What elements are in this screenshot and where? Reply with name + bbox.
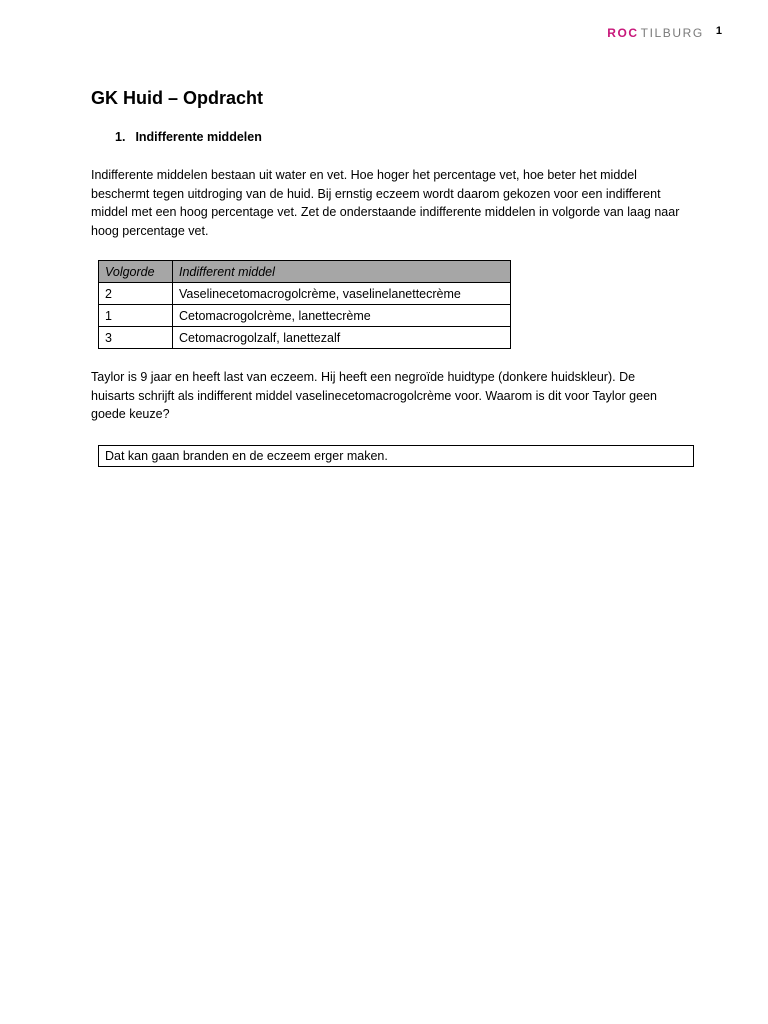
document-title: GK Huid – Opdracht xyxy=(91,88,264,108)
table-header-row xyxy=(99,261,511,283)
order-cell[interactable]: 2 xyxy=(99,283,173,305)
intro-paragraph: Indifferente middelen bestaan uit water en vet. Hoe hoger het percentage vet, hoe beter het middel beschermt tegen uitdroging van de huid. Bij ernstig eczeem wordt daarom gekozen voor een indifferent middel met een hoog percentage vet. Zet de onderstaande indifferente middelen in volgorde van laag naar hoog percentage vet. xyxy=(91,168,680,238)
order-cell[interactable]: 3 xyxy=(99,327,173,349)
section-number: 1. xyxy=(115,130,126,144)
roc-tilburg-logo xyxy=(607,26,704,40)
section-title: Indifferente middelen xyxy=(135,130,262,144)
page-number: 1 xyxy=(715,25,722,37)
table-row xyxy=(99,305,511,327)
table-row xyxy=(99,327,511,349)
order-cell[interactable]: 1 xyxy=(99,305,173,327)
document-body xyxy=(91,86,691,467)
logo-city-text: TILBURG xyxy=(640,26,704,40)
logo-roc-text: ROC xyxy=(607,26,639,40)
answer-box[interactable]: Dat kan gaan branden en de eczeem erger maken. xyxy=(98,445,694,467)
table-row xyxy=(99,283,511,305)
column-header-order: Volgorde xyxy=(99,261,173,283)
page-header xyxy=(607,26,722,40)
section-heading xyxy=(91,130,691,144)
agent-cell: Cetomacrogolcrème, lanettecrème xyxy=(173,305,511,327)
column-header-agent: Indifferent middel xyxy=(173,261,511,283)
agent-cell: Cetomacrogolzalf, lanettezalf xyxy=(173,327,511,349)
question-paragraph: Taylor is 9 jaar en heeft last van eczeem. Hij heeft een negroïde huidtype (donkere huidskleur). De huisarts schrijft als indifferent middel vaselinecetomacrogolcrème voor. Waarom is dit voor Taylor geen goede keuze? xyxy=(91,370,657,421)
order-table xyxy=(98,260,511,349)
agent-cell: Vaselinecetomacrogolcrème, vaselinelanettecrème xyxy=(173,283,511,305)
